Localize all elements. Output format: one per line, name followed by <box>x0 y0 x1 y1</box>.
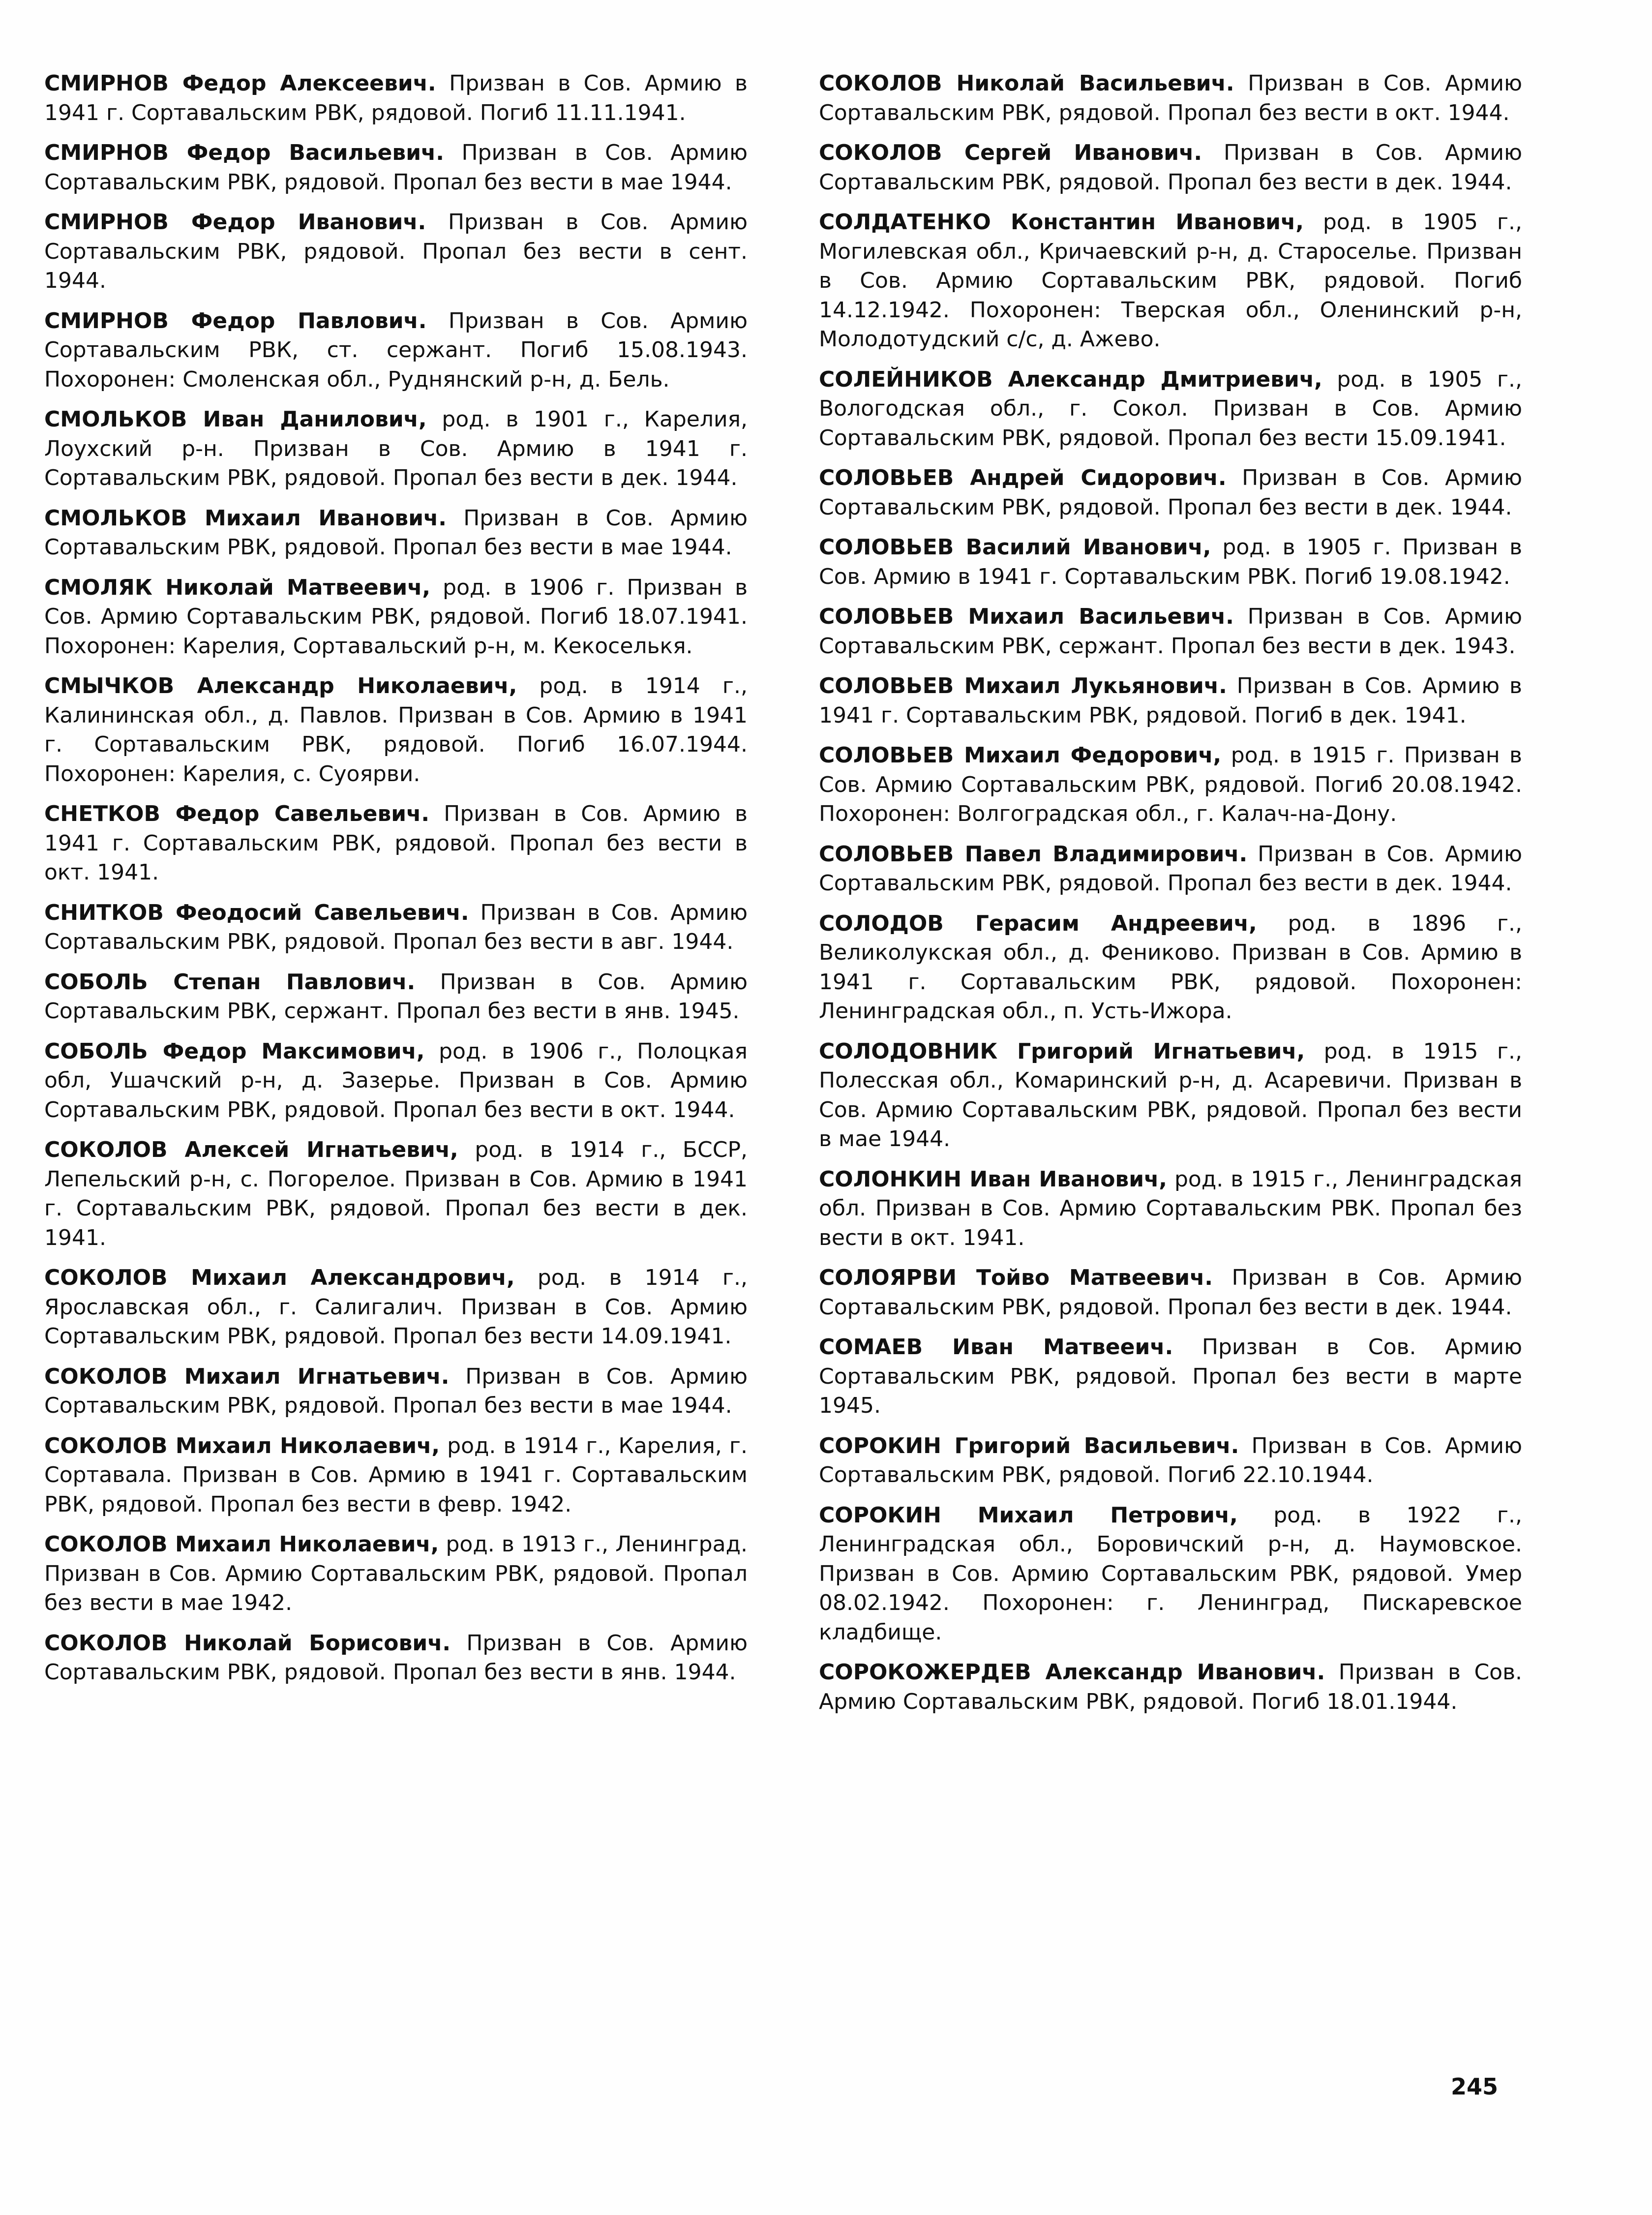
entry-text: Призван в Сов. Армию Сортавальским РВК, ст. сержант. Погиб 15.08.1943. Похоронен: Смоленская обл., Руднянский р-н, д. Бель. <box>44 308 748 392</box>
entry-text: Призван в Сов. Армию Сортавальским РВК, рядовой. Пропал без вести в марте 1945. <box>819 1335 1523 1418</box>
entry <box>819 69 1522 127</box>
entry <box>819 1263 1522 1322</box>
entry <box>819 533 1522 591</box>
entry <box>44 1135 748 1252</box>
entry-name: СНИТКОВ Феодосий Савельевич. <box>44 900 469 925</box>
entry <box>819 1431 1522 1490</box>
entry <box>819 138 1522 197</box>
entry <box>819 463 1522 522</box>
entry-name: СОЛДАТЕНКО Константин Иванович, <box>819 210 1304 235</box>
entry-text: Призван в Сов. Армию в 1941 г. Сортавальским РВК, рядовой. Погиб в дек. 1941. <box>819 673 1522 728</box>
entry-name: СМИРНОВ Федор Васильевич. <box>44 140 444 165</box>
entry-text: Призван в Сов. Армию Сортавальским РВК, рядовой. Пропал без вести в мае 1944. <box>44 140 748 195</box>
entry-name: СОМАЕВ Иван Матвееич. <box>819 1335 1173 1360</box>
entry-name: СОКОЛОВ Михаил Игнатьевич. <box>44 1364 450 1389</box>
entry-text: Призван в Сов. Армию Сортавальским РВК, сержант. Пропал без вести в дек. 1943. <box>819 604 1522 659</box>
right-column <box>819 69 1522 1727</box>
entry-name: СОЛЕЙНИКОВ Александр Дмитриевич, <box>819 366 1322 392</box>
entry-name: СОЛОВЬЕВ Андрей Сидорович. <box>819 465 1227 490</box>
entry <box>44 898 748 957</box>
entry <box>44 1431 748 1519</box>
entry-name: СМОЛЯК Николай Матвеевич, <box>44 575 431 600</box>
entry-text: Призван в Сов. Армию Сортавальским РВК, рядовой. Пропал без вести в окт. 1944. <box>819 71 1523 125</box>
entry <box>819 1333 1522 1421</box>
entry <box>44 138 748 197</box>
entry-name: СОКОЛОВ Михаил Николаевич, <box>44 1532 439 1557</box>
entry-text: род. в 1896 г., Великолукская обл., д. Фениково. Призван в Сов. Армию в 1941 г. Сортавальским РВК, рядовой. Похоронен: Ленинградская обл., п. Усть-Ижора. <box>819 910 1523 1024</box>
entry <box>44 1362 748 1421</box>
entry-text: Призван в Сов. Армию Сортавальским РВК, сержант. Пропал без вести в янв. 1945. <box>44 969 748 1024</box>
entry <box>819 1501 1522 1647</box>
entry-name: СМЫЧКОВ Александр Николаевич, <box>44 673 517 698</box>
entry-text: Призван в Сов. Армию Сортавальским РВК, рядовой. Пропал без вести в мае 1944. <box>44 505 748 560</box>
entry <box>819 208 1522 354</box>
entry <box>819 741 1522 829</box>
entry-name: СОЛОВЬЕВ Михаил Федорович, <box>819 743 1222 768</box>
entry-text: род. в 1913 г., Ленинград. Призван в Сов. Армию Сортавальским РВК, рядовой. Пропал без вести в мае 1942. <box>44 1532 748 1615</box>
entry <box>44 968 748 1026</box>
entry <box>819 840 1522 898</box>
entry-text: Призван в Сов. Армию Сортавальским РВК, рядовой. Пропал без вести в дек. 1944. <box>819 841 1522 896</box>
entry <box>44 1037 748 1125</box>
entry <box>819 1037 1522 1154</box>
entry <box>44 1530 748 1618</box>
entry-text: Призван в Сов. Армию Сортавальским РВК, рядовой. Пропал без вести в сент. 1944. <box>44 210 748 293</box>
entry <box>44 799 748 887</box>
entry <box>819 1165 1522 1253</box>
entry-name: СМОЛЬКОВ Иван Данилович, <box>44 407 427 432</box>
entry-name: СОКОЛОВ Михаил Николаевич, <box>44 1433 440 1458</box>
entry-text: род. в 1915 г., Ленинградская обл. Призван в Сов. Армию Сортавальским РВК. Пропал без вести в окт. 1941. <box>819 1166 1522 1250</box>
entry-text: род. в 1914 г., Калининская обл., д. Павлов. Призван в Сов. Армию в 1941 г. Сортавальским РВК, рядовой. Погиб 16.07.1944. Похоронен: Карелия, с. Суоярви. <box>44 673 748 787</box>
entry-name: СОБОЛЬ Федор Максимович, <box>44 1038 425 1064</box>
entry-name: СОЛОДОВ Герасим Андреевич, <box>819 910 1257 936</box>
entry-name: СОЛОНКИН Иван Иванович, <box>819 1166 1168 1192</box>
entry <box>44 69 748 127</box>
entry-name: СМИРНОВ Федор Павлович. <box>44 308 427 334</box>
entry <box>44 306 748 394</box>
entry-name: СОЛОВЬЕВ Павел Владимирович. <box>819 841 1248 867</box>
entry-text: род. в 1922 г., Ленинградская обл., Боровичский р-н, д. Наумовское. Призван в Сов. Армию Сортавальским РВК, рядовой. Умер 08.02.1942. Похоронен: г. Ленинград, Пискаревское кладбище. <box>819 1502 1522 1645</box>
entry <box>819 602 1522 661</box>
entry-name: СМИРНОВ Федор Алексеевич. <box>44 71 436 96</box>
entry-text: род. в 1905 г., Могилевская обл., Кричаевский р-н, д. Староселье. Призван в Сов. Армию Сортавальским РВК, рядовой. Погиб 14.12.1942. Похоронен: Тверская обл., Оленинский р-н, Молодотудский с/с, д. Ажево. <box>819 210 1523 352</box>
entry-name: СОРОКОЖЕРДЕВ Александр Иванович. <box>819 1660 1325 1685</box>
entry-name: СОБОЛЬ Степан Павлович. <box>44 969 416 995</box>
entry-name: СОКОЛОВ Николай Борисович. <box>44 1630 451 1656</box>
entry <box>44 405 748 493</box>
entry-text: род. в 1914 г., Ярославская обл., г. Салигалич. Призван в Сов. Армию Сортавальским РВК, рядовой. Пропал без вести 14.09.1941. <box>44 1265 748 1349</box>
entry-text: Призван в Сов. Армию Сортавальским РВК, рядовой. Пропал без вести в янв. 1944. <box>44 1630 748 1685</box>
entry-name: СОКОЛОВ Алексей Игнатьевич, <box>44 1137 458 1162</box>
entry-text: род. в 1915 г. Призван в Сов. Армию Сортавальским РВК, рядовой. Погиб 20.08.1942. Похоронен: Волгоградская обл., г. Калач-на-Дону. <box>819 743 1522 826</box>
entry-text: род. в 1915 г., Полесская обл., Комаринский р-н, д. Асаревичи. Призван в Сов. Армию Сортавальским РВК, рядовой. Пропал без вести в мае 1944. <box>819 1038 1522 1152</box>
entry-text: Призван в Сов. Армию в 1941 г. Сортавальским РВК, рядовой. Пропал без вести в окт. 1941. <box>44 801 748 885</box>
entry-text: род. в 1905 г., Вологодская обл., г. Сокол. Призван в Сов. Армию Сортавальским РВК, рядовой. Пропал без вести 15.09.1941. <box>819 366 1522 451</box>
entry-name: СОРОКИН Михаил Петрович, <box>819 1502 1238 1528</box>
entry <box>44 504 748 562</box>
entry-name: СОЛОВЬЕВ Михаил Лукьянович. <box>819 673 1227 698</box>
entry-text: род. в 1914 г., Карелия, г. Сортавала. Призван в Сов. Армию в 1941 г. Сортавальским РВК, рядовой. Пропал без вести в февр. 1942. <box>44 1433 748 1517</box>
entry-name: СОЛОЯРВИ Тойво Матвеевич. <box>819 1265 1213 1290</box>
entry <box>819 909 1522 1026</box>
entry-name: СМОЛЬКОВ Михаил Иванович. <box>44 505 447 531</box>
entry-name: СМИРНОВ Федор Иванович. <box>44 210 426 235</box>
entry-name: СОКОЛОВ Михаил Александрович, <box>44 1265 515 1290</box>
page-number: 245 <box>1451 2073 1499 2100</box>
entry-text: Призван в Сов. Армию Сортавальским РВК, рядовой. Пропал без вести в авг. 1944. <box>44 900 748 954</box>
entry-text: род. в 1906 г. Призван в Сов. Армию Сортавальским РВК, рядовой. Погиб 18.07.1941. Похоронен: Карелия, Сортавальский р-н, м. Кекоселькя. <box>44 575 748 659</box>
entry <box>44 1263 748 1351</box>
entry <box>819 365 1522 453</box>
entry-name: СОКОЛОВ Сергей Иванович. <box>819 140 1202 165</box>
entry <box>44 671 748 789</box>
entry-text: Призван в Сов. Армию в 1941 г. Сортавальским РВК, рядовой. Погиб 11.11.1941. <box>44 71 748 125</box>
entry-text: Призван в Сов. Армию Сортавальским РВК, рядовой. Погиб 18.01.1944. <box>819 1660 1523 1714</box>
entry-text: род. в 1905 г. Призван в Сов. Армию в 1941 г. Сортавальским РВК. Погиб 19.08.1942. <box>819 535 1523 589</box>
entry-text: род. в 1914 г., БССР, Лепельский р-н, с. Погорелое. Призван в Сов. Армию в 1941 г. Сортавальским РВК, рядовой. Пропал без вести в дек. 1941. <box>44 1137 748 1250</box>
entry-name: СОЛОВЬЕВ Михаил Васильевич. <box>819 604 1234 629</box>
entry-name: СОЛОДОВНИК Григорий Игнатьевич, <box>819 1038 1305 1064</box>
entry <box>44 1629 748 1687</box>
entry-text: Призван в Сов. Армию Сортавальским РВК, рядовой. Пропал без вести в дек. 1944. <box>819 465 1523 520</box>
entry <box>44 208 748 296</box>
entry <box>44 573 748 661</box>
entry-name: СОКОЛОВ Николай Васильевич. <box>819 71 1234 96</box>
entry-text: род. в 1901 г., Карелия, Лоухский р-н. Призван в Сов. Армию в 1941 г. Сортавальским РВК, рядовой. Пропал без вести в дек. 1944. <box>44 407 748 490</box>
entry-text: Призван в Сов. Армию Сортавальским РВК, рядовой. Погиб 22.10.1944. <box>819 1433 1523 1487</box>
entry-text: род. в 1906 г., Полоцкая обл, Ушачский р-н, д. Зазерье. Призван в Сов. Армию Сортавальским РВК, рядовой. Пропал без вести в окт. 1944. <box>44 1038 748 1123</box>
entry <box>819 1658 1522 1716</box>
left-column <box>44 69 748 1698</box>
entry <box>819 671 1522 730</box>
entry-name: СОРОКИН Григорий Васильевич. <box>819 1433 1239 1458</box>
entry-text: Призван в Сов. Армию Сортавальским РВК, рядовой. Пропал без вести в дек. 1944. <box>819 140 1523 195</box>
entry-text: Призван в Сов. Армию Сортавальским РВК, рядовой. Пропал без вести в дек. 1944. <box>819 1265 1522 1320</box>
entry-text: Призван в Сов. Армию Сортавальским РВК, рядовой. Пропал без вести в мае 1944. <box>44 1364 748 1418</box>
entry-name: СНЕТКОВ Федор Савельевич. <box>44 801 430 826</box>
entry-name: СОЛОВЬЕВ Василий Иванович, <box>819 535 1211 560</box>
